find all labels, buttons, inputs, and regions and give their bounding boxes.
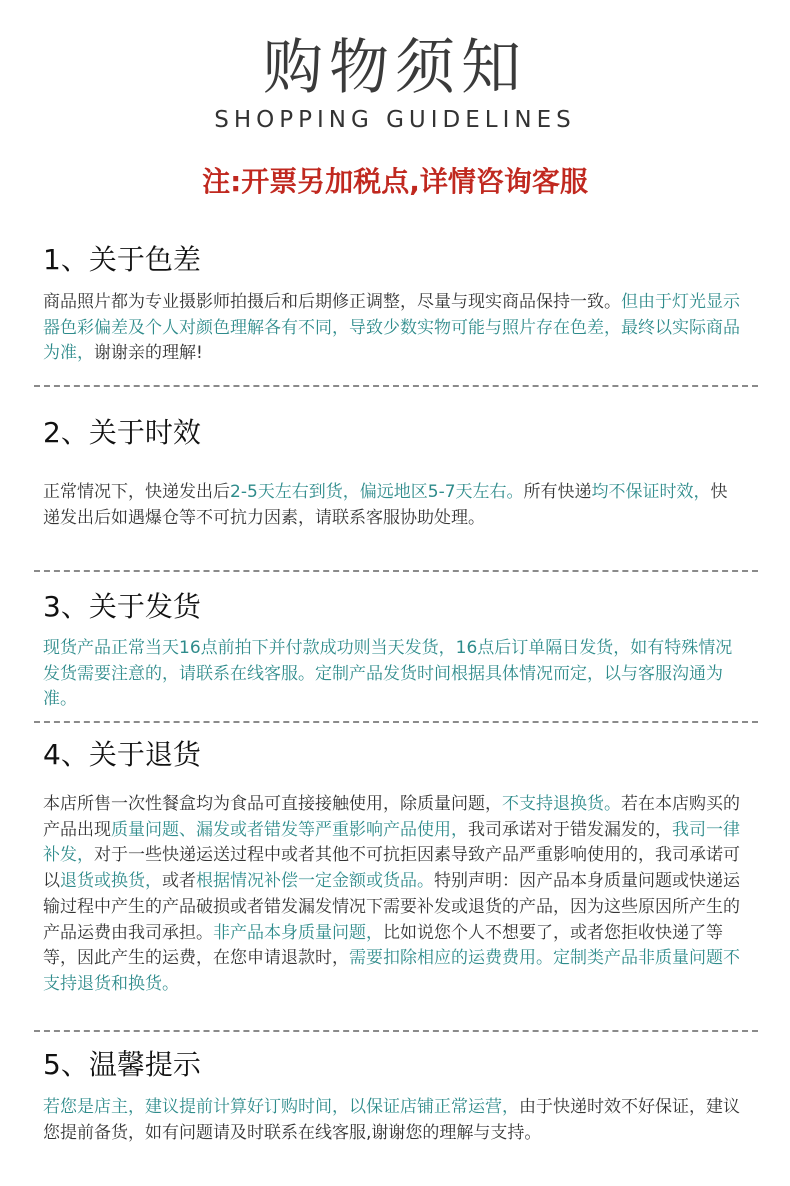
section-4-highlight: 质量问题、漏发或者错发等严重影响产品使用， — [111, 819, 468, 840]
section-4-highlight: 根据情况补偿一定金额或货品。 — [196, 871, 434, 892]
section-divider — [34, 721, 758, 723]
section-1-segment: 谢谢亲的理解! — [94, 343, 203, 364]
section-3-highlight: 现货产品正常当天16点前拍下并付款成功则当天发货，16点后订单隔日发货，如有特殊情况发货需要注意的，请联系在线客服。定制产品发货时间根据具体情况而定，以与客服沟通为准。 — [43, 638, 733, 710]
section-2-text — [43, 480, 743, 531]
section-divider — [34, 1030, 758, 1032]
section-4-segment: 本店所售一次性餐盒均为食品可直接接触使用，除质量问题， — [43, 794, 502, 814]
section-4-segment: 比如说您个人不想要了，或者您拒收快递了等等，因此产生的运费，在您申请退款时， — [43, 922, 723, 969]
section-divider — [34, 385, 758, 387]
section-4-highlight: 需要扣除相应的运费费用。定制类产品非质量问题不支持退货和换货。 — [43, 948, 740, 994]
section-2-segment: 所有快递 — [523, 482, 592, 502]
invoice-notice: 注:开票另加税点,详情咨询客服 — [202, 165, 588, 198]
section-5-highlight: 若您是店主，建议提前计算好订购时间，以保证店铺正常运营， — [43, 1097, 519, 1117]
section-2-heading: 2、关于时效 — [43, 416, 201, 449]
section-4-segment: 若在本店购买的产品出现 — [43, 794, 740, 840]
section-1-highlight: 但由于灯光显示器色彩偏差及个人对颜色理解各有不同，导致少数实物可能与照片存在色差，最终以实际商品为准， — [43, 292, 740, 364]
section-5-text — [43, 1095, 743, 1146]
section-2-segment: 快递发出后如遇爆仓等不可抗力因素，请联系客服协助处理。 — [43, 482, 728, 528]
section-3-heading: 3、关于发货 — [43, 590, 201, 623]
section-4-segment: 我司承诺对于错发漏发的， — [468, 819, 672, 840]
section-4-highlight: 非产品本身质量问题， — [213, 922, 383, 943]
section-1-segment: 商品照片都为专业摄影师拍摄后和后期修正调整，尽量与现实商品保持一致。 — [43, 292, 621, 312]
page-title: 购物须知 — [263, 33, 527, 103]
section-5-heading: 5、温馨提示 — [43, 1048, 201, 1081]
section-4-highlight: 退货或换货， — [60, 871, 162, 892]
section-5-segment: 由于快递时效不好保证，建议您提前备货，如有问题请及时联系在线客服,谢谢您的理解与支持。 — [43, 1097, 740, 1143]
section-2-highlight: 均不保证时效， — [591, 482, 711, 502]
section-2-highlight: 2-5天左右到货，偏远地区5-7天左右。 — [230, 482, 524, 502]
section-4-text — [43, 792, 743, 998]
section-4-segment: 特别声明：因产品本身质量问题或快递运输过程中产生的产品破损或者错发漏发情况下需要补发或退货的产品，因为这些原因所产生的产品运费由我司承担。 — [43, 871, 740, 943]
section-2-segment: 正常情况下，快递发出后 — [43, 482, 230, 502]
section-4-segment: 或者 — [162, 871, 196, 892]
section-4-highlight: 不支持退换货。 — [502, 794, 621, 814]
section-3-text — [43, 636, 743, 713]
section-1-heading: 1、关于色差 — [43, 243, 201, 276]
section-1-text — [43, 290, 743, 367]
section-divider — [34, 570, 758, 572]
section-4-heading: 4、关于退货 — [43, 738, 201, 771]
section-4-highlight: 我司一律补发， — [43, 819, 740, 866]
section-4-segment: 对于一些快递运送过程中或者其他不可抗拒因素导致产品严重影响使用的，我司承诺可以 — [43, 845, 740, 892]
page-subtitle: SHOPPING GUIDELINES — [214, 107, 576, 133]
